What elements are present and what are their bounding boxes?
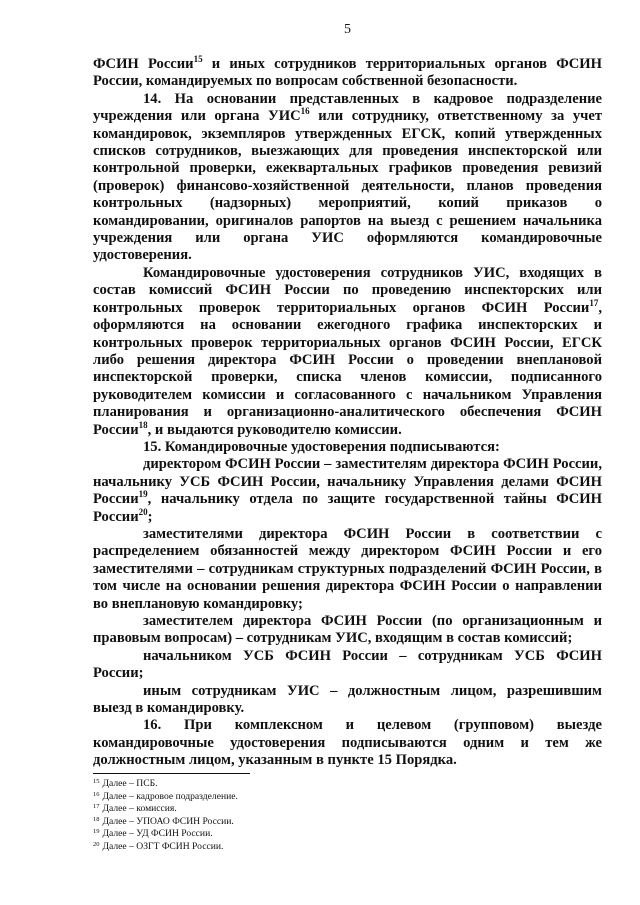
footnote (93, 803, 593, 816)
paragraph (93, 613, 602, 648)
footnote-number: 19 (93, 828, 100, 835)
footnote-text: Далее – кадровое подразделение. (102, 790, 238, 802)
paragraph-text: заместителем директора ФСИН России (по организационным и правовым вопросам) – сотрудникам УИС, входящим в состав комиссий; (93, 613, 602, 647)
footnote (93, 828, 593, 841)
paragraph-text: или сотруднику, ответственному за учет командировок, экземпляров утвержденных ЕГСК, копий утвержденных списков сотрудников, выезжающих для проведения инспекторской или контрольной проверки, ежеквартальных графиков проведения ревизий (проверок) финансово-хозяйственной деятельности, планов проведения контрольных (надзорных) мероприятий, копий приказов о командировании, оригиналов рапортов на выезд с решением начальника учреждения или органа УИС оформляются командировочные удостоверения. (93, 108, 602, 264)
footnote-number: 16 (93, 790, 100, 798)
body-text (93, 56, 602, 770)
paragraph (93, 265, 602, 439)
footnote-ref: 18 (138, 419, 148, 430)
paragraph-text: 15. Командировочные удостоверения подписываются: (143, 438, 500, 455)
paragraph-text: заместителями директора ФСИН России в соответствии с распределением обязанностей между директором ФСИН России и его заместителями – сотрудникам структурных подразделений ФСИН России, в том числе на основании решения директора ФСИН России о направлении во внеплановую командировку; (93, 525, 602, 612)
paragraph-text: , начальнику отдела по защите государственной тайны ФСИН России (93, 491, 602, 525)
paragraph-text: , оформляются на основании ежегодного графика инспекторских и контрольных проверок территориальных органов ФСИН России, ЕГСК либо решения директора ФСИН России о проведении внеплановой инспекторской проверки, списка членов комиссии, подписанного руководителем комиссии и согласованного с начальником Управления планирования и организационно-аналитического обеспечения ФСИН России (93, 299, 602, 438)
footnote-text: Далее – комиссия. (102, 803, 177, 814)
footnotes (93, 778, 593, 853)
footnote (93, 778, 593, 791)
paragraph-text: ФСИН России (93, 56, 194, 72)
footnote-number: 18 (93, 815, 100, 823)
footnote-text: Далее – ОЗГТ ФСИН России. (102, 840, 224, 852)
paragraph (93, 91, 602, 265)
paragraph (93, 56, 602, 91)
paragraph-text: начальником УСБ ФСИН России – сотрудникам УСБ ФСИН России; (93, 647, 602, 682)
footnote-ref: 17 (589, 297, 599, 308)
footnote (93, 791, 593, 804)
footnote-text: Далее – ПСБ. (102, 778, 158, 789)
footnote-number: 20 (93, 840, 100, 848)
paragraph-text: , и выдаются руководителю комиссии. (147, 421, 402, 438)
paragraph-text: 16. При комплексном и целевом (групповом) выезде командировочные удостоверения подписываются одним и тем же должностным лицом, указанным в пункте 15 Порядка. (93, 717, 602, 769)
footnote-number: 17 (93, 803, 100, 810)
footnote-text: Далее – УПОАО ФСИН России. (102, 815, 234, 827)
footnote-text: Далее – УД ФСИН России. (102, 828, 213, 839)
paragraph (93, 439, 602, 456)
paragraph (93, 717, 602, 769)
paragraph-text: Командировочные удостоверения сотрудников УИС, входящих в состав комиссий ФСИН России по проведению инспекторских или контрольных проверок территориальных органов ФСИН России (93, 264, 602, 316)
paragraph (93, 526, 602, 613)
paragraph-text: директором ФСИН России – заместителям директора ФСИН России, начальнику УСБ ФСИН России, начальнику Управления делами ФСИН России (93, 456, 602, 508)
footnote-ref: 16 (300, 106, 310, 117)
paragraph (93, 683, 602, 718)
paragraph-text: 14. На основании представленных в кадровое подразделение учреждения или органа УИС (93, 90, 602, 125)
paragraph-text: ; (147, 508, 153, 525)
footnote (93, 816, 593, 829)
footnote-separator (93, 773, 250, 774)
footnote (93, 841, 593, 854)
paragraph-text: и иных сотрудников территориальных органов ФСИН России, командируемых по вопросам собственной безопасности. (93, 56, 602, 90)
footnote-ref: 15 (193, 54, 203, 64)
paragraph (93, 456, 602, 526)
footnote-ref: 19 (138, 489, 148, 500)
footnote-ref: 20 (138, 506, 148, 517)
page-number: 5 (344, 22, 351, 37)
paragraph-text: иным сотрудникам УИС – должностным лицом, разрешившим выезд в командировку. (93, 682, 602, 717)
paragraph (93, 648, 602, 683)
footnote-number: 15 (93, 778, 100, 785)
